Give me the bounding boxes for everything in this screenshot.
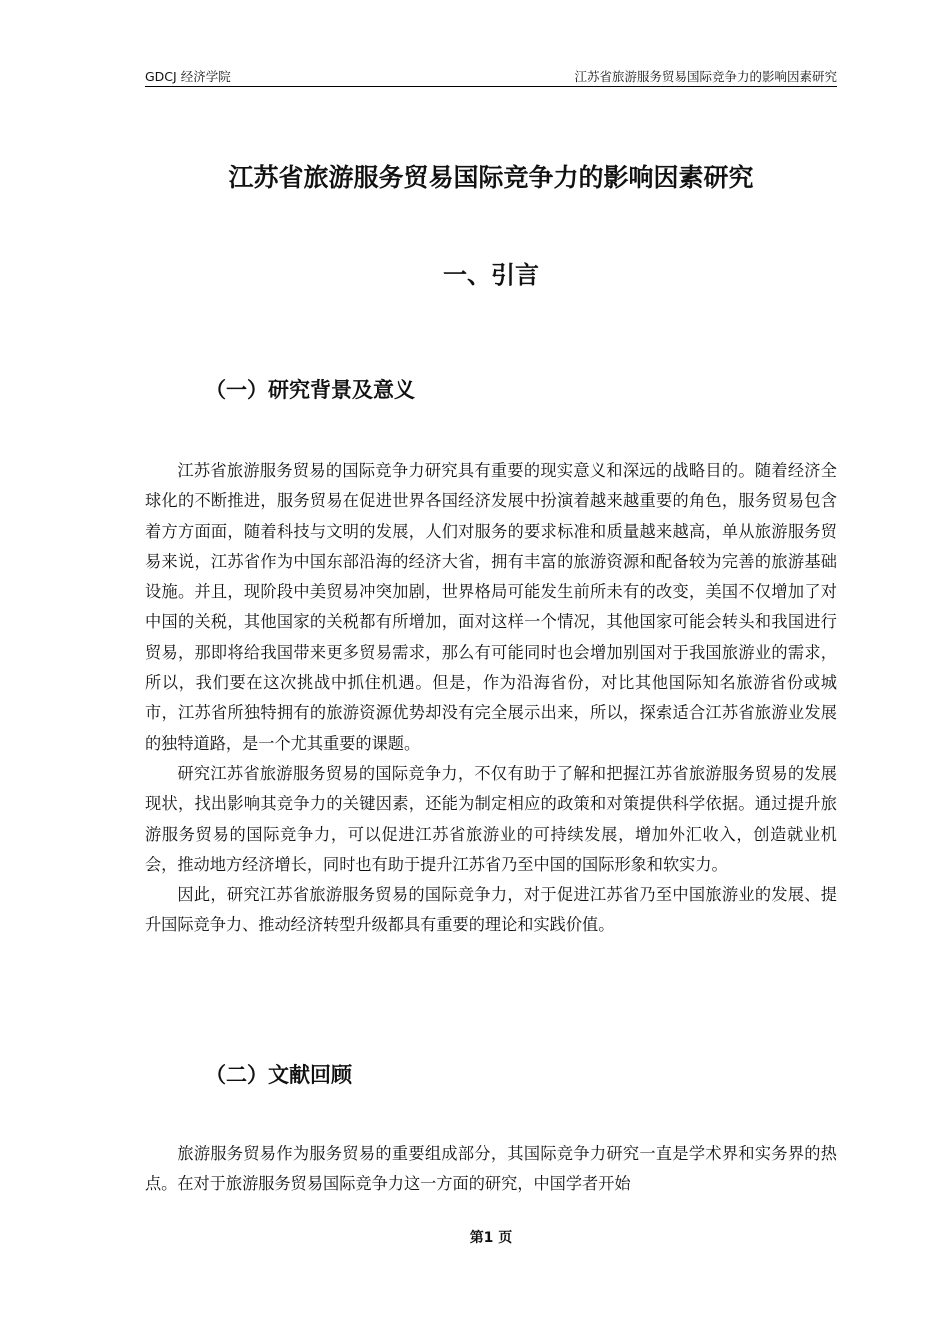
background-body	[145, 456, 837, 941]
section-heading-introduction: 一、引言	[443, 261, 539, 289]
document-title: 江苏省旅游服务贸易国际竞争力的影响因素研究	[228, 163, 754, 192]
subsection-heading-literature-review: （二）文献回顾	[205, 1063, 352, 1087]
paragraph: 旅游服务贸易作为服务贸易的重要组成部分，其国际竞争力研究一直是学术界和实务界的热点。在对于旅游服务贸易国际竞争力这一方面的研究，中国学者开始	[145, 1144, 837, 1194]
literature-review-body	[145, 1139, 837, 1200]
paragraph: 研究江苏省旅游服务贸易的国际竞争力，不仅有助于了解和把握江苏省旅游服务贸易的发展现状，找出影响其竞争力的关键因素，还能为制定相应的政策和对策提供科学依据。通过提升旅游服务贸易的国际竞争力，可以促进江苏省旅游业的可持续发展，增加外汇收入，创造就业机会，推动地方经济增长，同时也有助于提升江苏省乃至中国的国际形象和软实力。	[145, 763, 837, 874]
header-right-text: 江苏省旅游服务贸易国际竞争力的影响因素研究	[574, 69, 837, 84]
subsection-heading-background: （一）研究背景及意义	[205, 378, 415, 402]
page-header	[145, 66, 837, 87]
paragraph: 因此，研究江苏省旅游服务贸易的国际竞争力，对于促进江苏省乃至中国旅游业的发展、提升国际竞争力、推动经济转型升级都具有重要的理论和实践价值。	[145, 885, 837, 935]
header-left-text: GDCJ 经济学院	[145, 69, 231, 84]
paragraph: 江苏省旅游服务贸易的国际竞争力研究具有重要的现实意义和深远的战略目的。随着经济全球化的不断推进，服务贸易在促进世界各国经济发展中扮演着越来越重要的角色，服务贸易包含着方方面面，随着科技与文明的发展，人们对服务的要求标准和质量越来越高，单从旅游服务贸易来说，江苏省作为中国东部沿海的经济大省，拥有丰富的旅游资源和配备较为完善的旅游基础设施。并且，现阶段中美贸易冲突加剧，世界格局可能发生前所未有的改变，美国不仅增加了对中国的关税，其他国家的关税都有所增加，面对这样一个情况，其他国家可能会转头和我国进行贸易，那即将给我国带来更多贸易需求，那么有可能同时也会增加别国对于我国旅游业的需求，所以，我们要在这次挑战中抓住机遇。但是，作为沿海省份，对比其他国际知名旅游省份或城市，江苏省所独特拥有的旅游资源优势却没有完全展示出来，所以，探索适合江苏省旅游业发展的独特道路，是一个尤其重要的课题。	[145, 461, 837, 753]
page-number: 第1 页	[469, 1230, 513, 1246]
